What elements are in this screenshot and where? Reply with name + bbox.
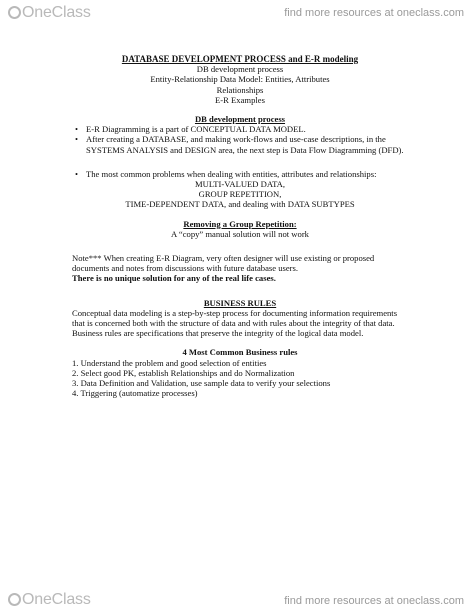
rule-item: 2. Select good PK, establish Relationships and do Normalization <box>72 367 295 378</box>
problem-line-2: GROUP REPETITION, <box>198 189 282 200</box>
subtitle-line-2: Entity-Relationship Data Model: Entities, Attributes <box>150 74 330 85</box>
note-bold-line: There is no unique solution for any of the real life cases. <box>72 273 276 284</box>
bullet-item: • E-R Diagramming is a part of CONCEPTUAL DATA MODEL. <box>86 124 408 134</box>
rule-item: 4. Triggering (automatize processes) <box>72 388 198 399</box>
rule-item: 3. Data Definition and Validation, use sample data to verify your selections <box>72 378 331 389</box>
section-heading-common-rules: 4 Most Common Business rules <box>182 347 298 358</box>
oneclass-logo[interactable] <box>8 591 91 609</box>
page-footer <box>0 588 474 613</box>
section-heading-db-process: DB development process <box>194 114 286 125</box>
logo-o-icon <box>8 593 21 606</box>
common-problems-bullets <box>72 169 408 179</box>
oneclass-logo[interactable] <box>8 4 91 22</box>
bullet-item: • After creating a DATABASE, and making work-flows and use-case descriptions, in the SYSTEMS ANALYSIS and DESIGN area, the next step is Data Flow Diagramming (DFD). <box>86 134 408 154</box>
header-tagline[interactable]: find more resources at oneclass.com <box>284 7 464 19</box>
logo-text: OneClass <box>22 591 91 608</box>
group-repetition-text: A “copy” manual solution will not work <box>171 228 309 239</box>
subtitle-line-3: Relationships <box>216 84 264 95</box>
document-body <box>72 54 408 398</box>
subtitle-line-1: DB development process <box>196 64 284 75</box>
bullet-item: • The most common problems when dealing with entities, attributes and relationships: <box>86 169 408 179</box>
section-heading-group-repetition: Removing a Group Repetition: <box>183 218 297 229</box>
problem-line-1: MULTI-VALUED DATA, <box>194 179 286 190</box>
page-header <box>0 0 474 26</box>
note-paragraph: Note*** When creating E-R Diagram, very often designer will use existing or proposed documents and notes from discussions with future database users. <box>72 253 375 274</box>
business-rules-paragraph: Conceptual data modeling is a step-by-step process for documenting information requirements that is concerned both with the structure of data and with rules about the integrity of that data. Business rules are specifications that preserve the integrity of the logical data model. <box>72 307 398 339</box>
section-heading-business-rules: BUSINESS RULES <box>203 297 277 308</box>
rule-item: 1. Understand the problem and good selection of entities <box>72 357 267 368</box>
subtitle-line-4: E-R Examples <box>215 94 265 105</box>
document-title: DATABASE DEVELOPMENT PROCESS and E-R modeling <box>121 54 359 64</box>
footer-tagline[interactable]: find more resources at oneclass.com <box>284 595 464 607</box>
logo-text: OneClass <box>22 4 91 21</box>
logo-o-icon <box>8 6 21 19</box>
problem-line-3: TIME-DEPENDENT DATA, and dealing with DATA SUBTYPES <box>125 199 355 210</box>
db-process-bullets <box>72 124 408 155</box>
